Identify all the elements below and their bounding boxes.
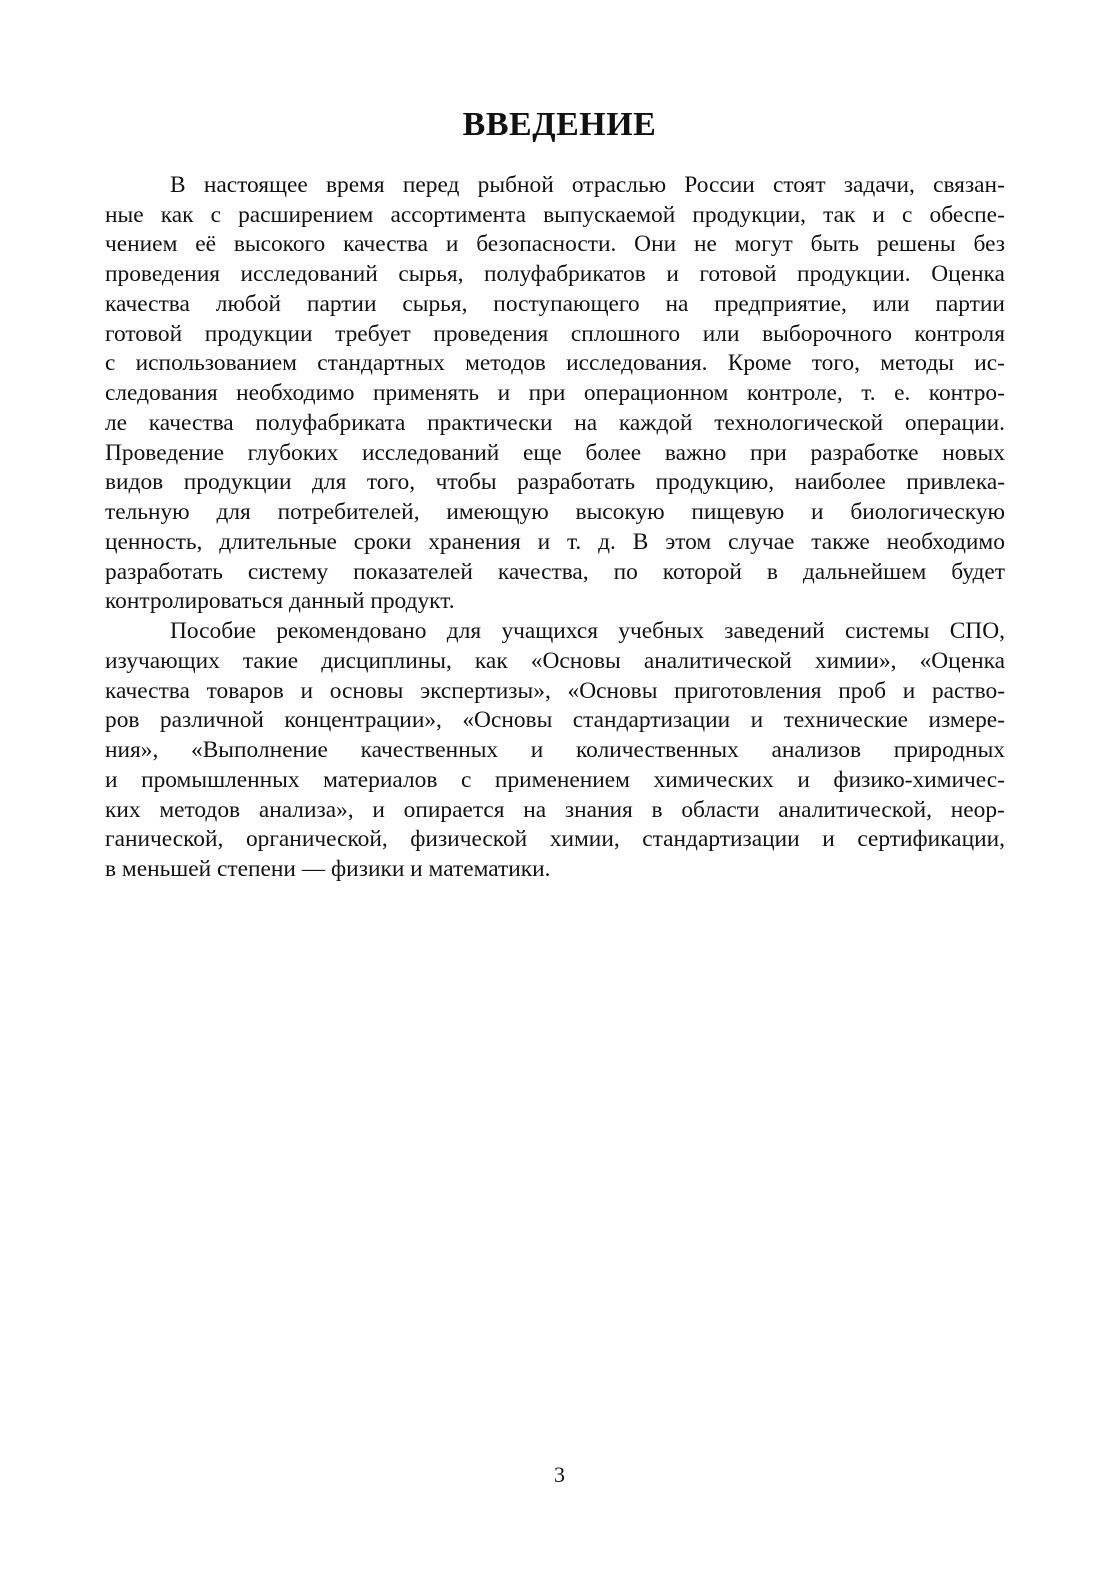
text-line: В настоящее время перед рыбной отраслью России стоят задачи, связан- [170,172,1005,198]
page-number: 3 [554,1462,565,1487]
text-line: чением её высокого качества и безопасности. Они не могут быть решены без [105,231,1005,257]
text-line: ные как с расширением ассортимента выпускаемой продукции, так и с обеспе- [105,202,1005,228]
text-line: качества любой партии сырья, поступающего на предприятие, или партии [105,291,1005,317]
text-line: тельную для потребителей, имеющую высокую пищевую и биологическую [105,499,1005,525]
text-line: ле качества полуфабриката практически на каждой технологической операции. [105,410,1005,436]
text-line: и промышленных материалов с применением химических и физико-химичес- [105,767,1005,793]
text-line: качества товаров и основы экспертизы», «Основы приготовления проб и раство- [105,678,1005,704]
text-line: разработать систему показателей качества, по которой в дальнейшем будет [105,559,1005,585]
text-line: контролироваться данный продукт. [105,588,455,614]
page-title: ВВЕДЕНИЕ [462,106,657,143]
text-line: ния», «Выполнение качественных и количественных анализов природных [105,737,1005,763]
text-line: Пособие рекомендовано для учащихся учебных заведений системы СПО, [170,618,1005,644]
text-line: с использованием стандартных методов исследования. Кроме того, методы ис- [105,350,1005,376]
text-line: ценность, длительные сроки хранения и т. д. В этом случае также необходимо [105,529,1005,555]
text-line: ров различной концентрации», «Основы стандартизации и технические измере- [105,707,1005,733]
text-line: изучающих такие дисциплины, как «Основы аналитической химии», «Оценка [105,648,1005,674]
text-line: ганической, органической, физической химии, стандартизации и сертификации, [105,826,1005,852]
text-line: в меньшей степени — физики и математики. [105,856,551,882]
text-line: готовой продукции требует проведения сплошного или выборочного контроля [105,321,1005,347]
text-line: Проведение глубоких исследований еще более важно при разработке новых [105,440,1005,466]
text-line: следования необходимо применять и при операционном контроле, т. е. контро- [105,380,1005,406]
text-line: видов продукции для того, чтобы разработать продукцию, наиболее привлека- [105,469,1005,495]
text-line: проведения исследований сырья, полуфабрикатов и готовой продукции. Оценка [105,261,1005,287]
text-line: ких методов анализа», и опирается на знания в области аналитической, неор- [105,797,1005,823]
